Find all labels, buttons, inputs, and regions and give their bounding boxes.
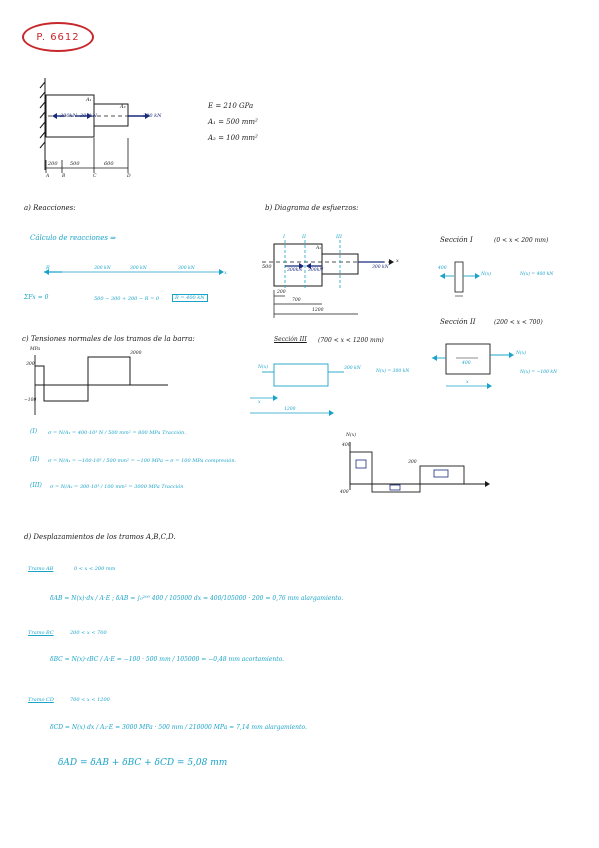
given-a2: A₂ = 100 mm² xyxy=(208,134,258,142)
stress-value-bottom: −100 xyxy=(24,398,37,403)
tramo-ab-label: Tramo AB xyxy=(28,566,54,572)
tramo-cd-range: 700 < x < 1200 xyxy=(70,697,110,703)
tramo-bc-range: 200 < x < 700 xyxy=(70,630,107,636)
fig1-dim-200: 200 xyxy=(48,161,58,167)
tramo-bc-equation: δBC = N(x)·ℓBC / A·E = −100 · 500 mm / 105000 = −0,48 mm acortamiento. xyxy=(50,656,285,663)
section-ii-marker: II xyxy=(302,234,306,240)
fig1-a1-label: A₁ xyxy=(86,97,92,103)
wall-support xyxy=(40,78,45,170)
stress-axis-label: MPa xyxy=(30,347,41,352)
reaction-x-label: x xyxy=(224,270,227,276)
fig1-inner-right-load: 300kN xyxy=(80,113,97,119)
part-b-heading: b) Diagrama de esfuerzos: xyxy=(265,204,359,212)
part-d-heading: d) Desplazamientos de los tramos A,B,C,D. xyxy=(24,533,176,541)
stress-value-right: 3000 xyxy=(130,351,142,356)
section-ii-cut xyxy=(446,344,490,374)
bar-b-load-a: 300kN xyxy=(287,268,303,273)
section-iii-x: x xyxy=(258,400,261,405)
section-iii-title: Sección III xyxy=(274,336,307,343)
section-i-result: N(x) = 400 kN xyxy=(520,272,554,277)
part-a-subheading: Cálculo de reacciones ⇒ xyxy=(30,234,117,242)
reaction-force-1: 300 kN xyxy=(94,266,111,271)
section-ii-title: Sección II xyxy=(440,318,476,326)
stress-eq2: σ = N/A₁ = −100·10³ / 500 mm² = −100 MPa → σ = 100 MPa compresión. xyxy=(48,458,237,464)
given-a1: A₁ = 500 mm² xyxy=(208,118,258,126)
fig1-point-a: A xyxy=(46,174,50,179)
reaction-r-label: R xyxy=(46,265,50,271)
bar-b-dim-200: 200 xyxy=(277,290,286,295)
diagram-400-top: 400 xyxy=(342,443,351,448)
fig1-end-load: 300 kN xyxy=(143,113,162,119)
problem-id: P. 6612 xyxy=(22,22,94,52)
bar-b-x-axis: x xyxy=(396,258,399,264)
stress-diagram xyxy=(35,355,168,415)
reaction-result: R = 400 kN xyxy=(172,294,208,302)
bar-b-dim-700: 700 xyxy=(292,298,301,303)
bar-b-load-end: 300 kN xyxy=(372,265,389,270)
section-ii-result: N(x) = −100 kN xyxy=(520,370,558,375)
tramo-cd-equation: δCD = N(x) dx / A₂·E = 3000 MPa · 500 mm / 210000 MPa = 7,14 mm alargamiento. xyxy=(50,724,307,731)
fig1-a2-label: A₂ xyxy=(120,104,126,110)
stress-eq1: σ = N/A₁ = 400·10³ N / 500 mm² = 800 MPa Tracción. xyxy=(48,430,186,436)
diagram-n-label: N(x) xyxy=(346,433,356,438)
axial-force-diagram xyxy=(350,442,490,492)
equilibrium-lhs: ΣFx = 0 xyxy=(24,294,49,301)
reaction-force-2: 300 kN xyxy=(130,266,147,271)
part-a-heading: a) Reacciones: xyxy=(24,204,76,212)
section-iii-range: (700 < x < 1200 mm) xyxy=(318,337,384,344)
diagram-300: 300 xyxy=(408,460,417,465)
fig1-point-d: D xyxy=(127,174,131,179)
section-ii-val: 400 xyxy=(462,361,471,366)
section-i-title: Sección I xyxy=(440,236,473,244)
bar-b-section-a1 xyxy=(274,244,322,286)
section-i-range: (0 < x < 200 mm) xyxy=(494,237,549,244)
section-i-cut xyxy=(455,262,463,292)
part-c-heading: c) Tensiones normales de los tramos de la barra: xyxy=(22,335,195,343)
bar-b-500: 500 xyxy=(262,264,272,270)
section-i-marker: I xyxy=(283,234,285,240)
fig1-dim-600: 600 xyxy=(104,161,114,167)
section-iii-n: N(x) xyxy=(258,365,268,370)
section-iii-marker: III xyxy=(336,234,342,240)
equilibrium-rhs: 500 − 300 + 200 − R = 0 xyxy=(94,296,160,302)
total-displacement: δAD = δAB + δBC + δCD = 5,08 mm xyxy=(58,758,228,768)
section-iii-1200: 1200 xyxy=(284,407,296,412)
diagram-400-bottom: 400 xyxy=(340,490,349,495)
tramo-ab-range: 0 < x < 200 mm xyxy=(74,566,116,572)
section-iii-result: N(x) = 300 kN xyxy=(376,369,410,374)
bar-b-a1-label: A₁ xyxy=(316,246,322,251)
fig1-inner-left-load: 300kN xyxy=(60,113,77,119)
stress-value-top: 300 xyxy=(26,362,35,367)
section-iii-cut xyxy=(274,364,328,386)
stress-eq1-id: (I) xyxy=(30,428,38,435)
tramo-ab-equation: δAB = N(x)·dx / A·E ; δAB = ∫₀²⁰⁰ 400 / 105000 dx = 400/105000 · 200 = 0,76 mm alargamiento. xyxy=(50,595,344,602)
bar-b-dim-1200: 1200 xyxy=(312,308,324,313)
given-e: E = 210 GPa xyxy=(208,102,254,110)
reaction-force-3: 300 kN xyxy=(178,266,195,271)
bar-b-load-b: 300kN xyxy=(308,268,324,273)
section-ii-n: N(x) xyxy=(516,351,526,356)
section-i-force: 400 xyxy=(438,266,447,271)
tramo-bc-label: Tramo BC xyxy=(28,630,54,636)
fig1-point-c: C xyxy=(93,174,97,179)
fig1-point-b: B xyxy=(62,174,66,179)
stress-eq3-id: (III) xyxy=(30,482,42,489)
fig1-dim-500: 500 xyxy=(70,161,80,167)
section-ii-x: x xyxy=(466,380,469,385)
section-iii-load: 300 kN xyxy=(344,366,361,371)
section-i-n: N(x) xyxy=(481,272,491,277)
section-ii-range: (200 < x < 700) xyxy=(494,319,543,326)
stress-eq2-id: (II) xyxy=(30,456,40,463)
tramo-cd-label: Tramo CD xyxy=(28,697,54,703)
stress-eq3: σ = N/A₂ = 300·10³ / 100 mm² = 3000 MPa Tracción xyxy=(50,484,184,490)
